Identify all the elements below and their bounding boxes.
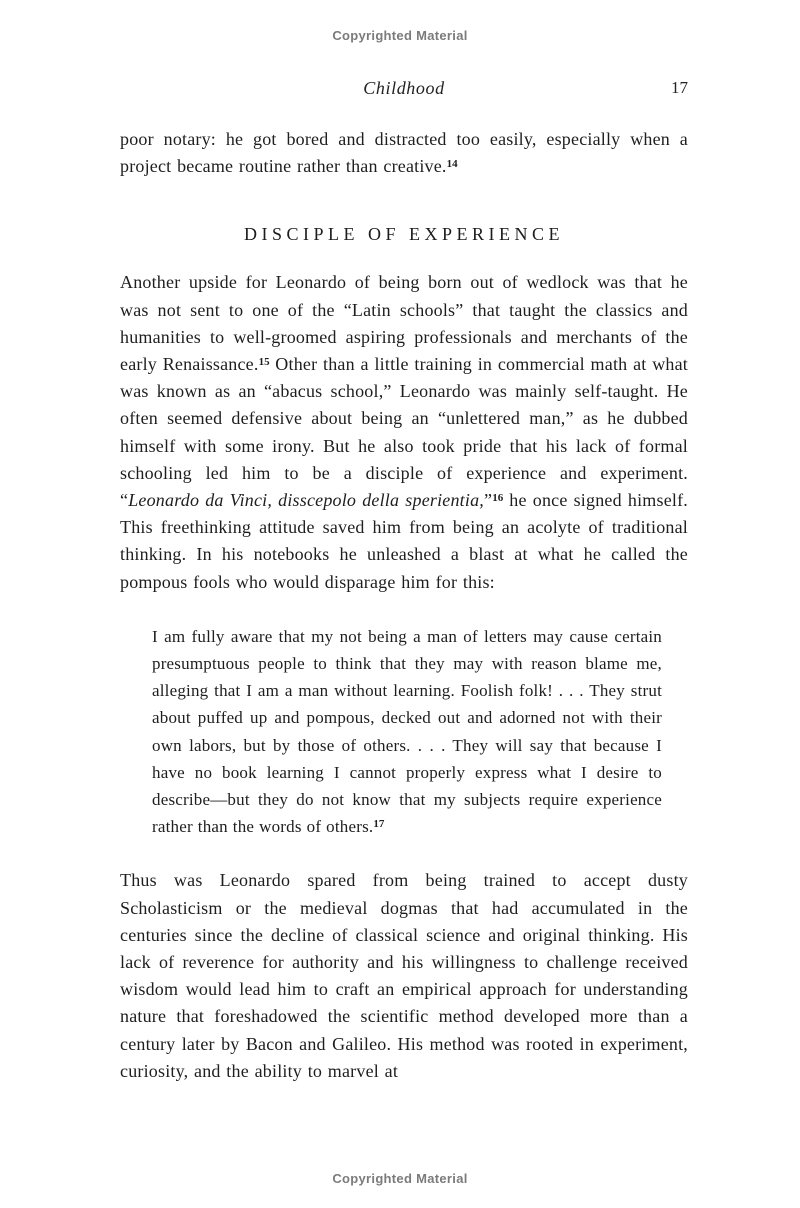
paragraph-main-seg4: ” xyxy=(483,490,493,511)
page-number: 17 xyxy=(671,78,688,97)
copyright-notice-bottom: Copyrighted Material xyxy=(332,1171,468,1186)
footnote-ref-15: 15 xyxy=(258,355,270,368)
paragraph-main xyxy=(120,269,688,595)
footnote-ref-16: 16 xyxy=(492,491,504,504)
section-heading: DISCIPLE OF EXPERIENCE xyxy=(243,224,564,245)
block-quote-text: I am fully aware that my not being a man of letters may cause certain presumptuous people to think that they may with reason blame me, alleging that I am a man without learning. Foolish folk! . . . They strut about puffed up and pompous, decked out and adorned not with their own labors, but by those of others. . . . They will say that because I have no book learning I cannot properly express what I desire to describe—but they do not know that my subjects require experience rather than the words of others. xyxy=(152,626,662,837)
page-content xyxy=(120,126,688,1085)
footnote-ref-17: 17 xyxy=(373,817,385,830)
paragraph-intro xyxy=(120,126,688,180)
paragraph-closing: Thus was Leonardo spared from being trained to accept dusty Scholasticism or the medieval dogmas that had accumulated in the centuries since the decline of classical science and original thinking. His lack of reverence for authority and his willingness to challenge received wisdom would lead him to craft an empirical approach for understanding nature that foreshadowed the scientific method developed more than a century later by Bacon and Galileo. His method was rooted in experiment, curiosity, and the ability to marvel at xyxy=(120,870,688,1081)
copyright-notice-top: Copyrighted Material xyxy=(332,28,468,43)
paragraph-main-seg2: Other than a little training in commercial math at what was known as an “abacus school,” Leonardo was mainly self-taught. He often seemed defensive about being an “unlettered man,” as he dubbed himself with some irony. But he also took pride that his lack of formal schooling led him to be a disciple of experience and experiment. “ xyxy=(120,354,688,511)
block-quote xyxy=(152,623,662,841)
paragraph-intro-text: poor notary: he got bored and distracted too easily, especially when a project became routine rather than creative. xyxy=(120,129,688,177)
paragraph-main-seg1: Another upside for Leonardo of being born out of wedlock was that he was not sent to one of the “Latin schools” that taught the classics and humanities to well-groomed aspiring professionals and merchants of the early Renaissance. xyxy=(120,272,688,375)
paragraph-main-seg5: he once signed himself. This freethinking attitude saved him from being an acolyte of traditional thinking. In his notebooks he unleashed a blast at what he called the pompous fools who would disparage him for this: xyxy=(120,490,688,592)
footnote-ref-14: 14 xyxy=(446,157,458,170)
paragraph-main-italic-phrase: Leonardo da Vinci, disscepolo della sperientia, xyxy=(128,490,484,511)
chapter-title: Childhood xyxy=(363,78,445,98)
running-header xyxy=(120,78,688,102)
